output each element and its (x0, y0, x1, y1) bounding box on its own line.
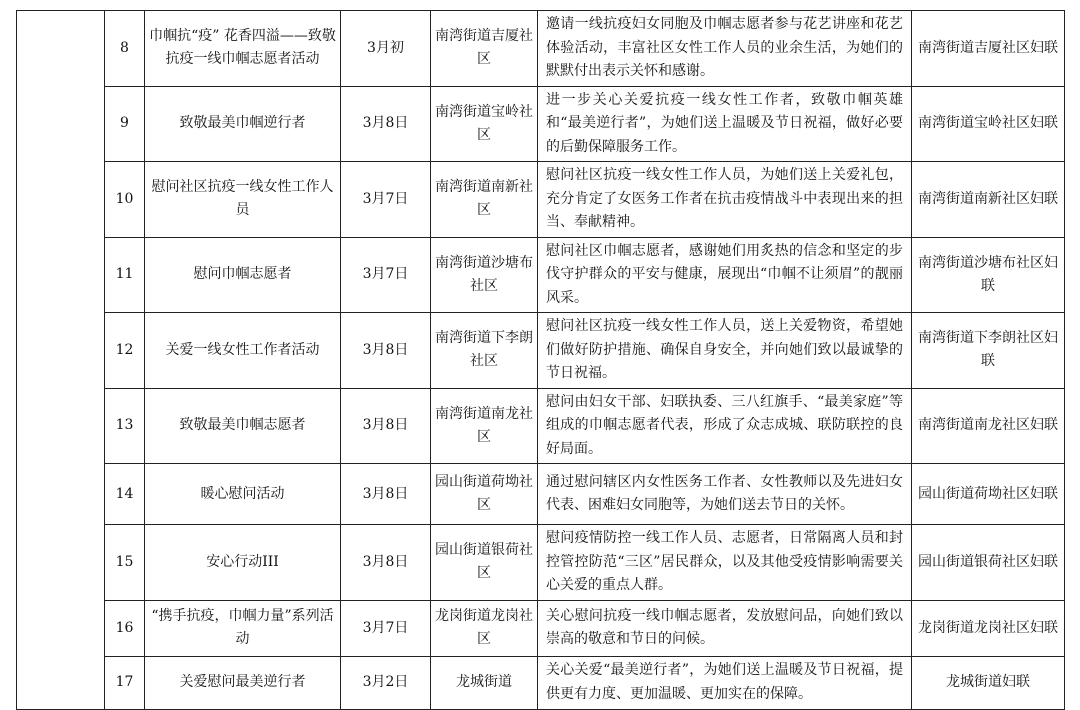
activity-date: 3月8日 (341, 464, 431, 525)
activity-organizer: 南湾街道南龙社区妇联 (912, 388, 1065, 464)
activity-content: 慰问社区巾帼志愿者，感谢她们用炙热的信念和坚定的步伐守护群众的平安与健康，展现出“巾帼不让须眉”的靓丽风采。 (538, 237, 912, 313)
row-number: 17 (105, 656, 145, 709)
row-number: 14 (105, 464, 145, 525)
table-row (17, 162, 1065, 238)
activity-name: 安心行动III (145, 525, 341, 601)
activity-content: 进一步关心关爱抗疫一线女性工作者，致敬巾帼英雄和“最美逆行者”，为她们送上温暖及节日祝福，做好必要的后勤保障服务工作。 (538, 86, 912, 162)
activity-organizer: 南湾街道下李朗社区妇联 (912, 313, 1065, 389)
table-row (17, 11, 1065, 87)
activity-date: 3月7日 (341, 600, 431, 656)
activity-organizer: 园山街道银荷社区妇联 (912, 525, 1065, 601)
table-row (17, 86, 1065, 162)
activity-name: 慰问社区抗疫一线女性工作人员 (145, 162, 341, 238)
row-number: 11 (105, 237, 145, 313)
activity-location: 园山街道银荷社区 (431, 525, 538, 601)
activity-location: 南湾街道沙塘布社区 (431, 237, 538, 313)
activity-organizer: 龙岗街道龙岗社区妇联 (912, 600, 1065, 656)
activity-location: 龙岗街道龙岗社区 (431, 600, 538, 656)
activity-content: 邀请一线抗疫妇女同胞及巾帼志愿者参与花艺讲座和花艺体验活动，丰富社区女性工作人员的业余生活，为她们的默默付出表示关怀和感谢。 (538, 11, 912, 87)
row-number: 13 (105, 388, 145, 464)
table-body (17, 11, 1065, 710)
activity-content: 慰问社区抗疫一线女性工作人员，送上关爱物资，希望她们做好防护措施、确保自身安全，并向她们致以最诚挚的节日祝福。 (538, 313, 912, 389)
activity-name: 慰问巾帼志愿者 (145, 237, 341, 313)
table-row (17, 237, 1065, 313)
activity-name: 致敬最美巾帼逆行者 (145, 86, 341, 162)
activity-date: 3月初 (341, 11, 431, 87)
activity-name: 关爱慰问最美逆行者 (145, 656, 341, 709)
activity-location: 南湾街道宝岭社区 (431, 86, 538, 162)
row-number: 9 (105, 86, 145, 162)
activity-organizer: 南湾街道沙塘布社区妇联 (912, 237, 1065, 313)
activity-organizer: 南湾街道吉厦社区妇联 (912, 11, 1065, 87)
activity-location: 南湾街道南新社区 (431, 162, 538, 238)
activity-content: 通过慰问辖区内女性医务工作者、女性教师以及先进妇女代表、困难妇女同胞等，为她们送去节日的关怀。 (538, 464, 912, 525)
activity-name: 巾帼抗“疫” 花香四溢——致敬抗疫一线巾帼志愿者活动 (145, 11, 341, 87)
activity-name: 致敬最美巾帼志愿者 (145, 388, 341, 464)
row-number: 16 (105, 600, 145, 656)
row-number: 10 (105, 162, 145, 238)
row-number: 8 (105, 11, 145, 87)
activity-location: 园山街道荷坳社区 (431, 464, 538, 525)
activity-location: 南湾街道下李朗社区 (431, 313, 538, 389)
activity-name: 暖心慰问活动 (145, 464, 341, 525)
merged-category-cell (17, 11, 105, 710)
activity-location: 南湾街道吉厦社区 (431, 11, 538, 87)
activity-location: 龙城街道 (431, 656, 538, 709)
activity-date: 3月8日 (341, 86, 431, 162)
activity-content: 慰问社区抗疫一线女性工作人员，为她们送上关爱礼包，充分肯定了女医务工作者在抗击疫情战斗中表现出来的担当、奉献精神。 (538, 162, 912, 238)
table-row (17, 600, 1065, 656)
row-number: 12 (105, 313, 145, 389)
row-number: 15 (105, 525, 145, 601)
table-row (17, 525, 1065, 601)
activity-organizer: 园山街道荷坳社区妇联 (912, 464, 1065, 525)
events-table (16, 10, 1065, 710)
activity-date: 3月8日 (341, 525, 431, 601)
activity-name: 关爱一线女性工作者活动 (145, 313, 341, 389)
activity-date: 3月8日 (341, 388, 431, 464)
activity-content: 关心慰问抗疫一线巾帼志愿者，发放慰问品，向她们致以崇高的敬意和节日的问候。 (538, 600, 912, 656)
activity-organizer: 龙城街道妇联 (912, 656, 1065, 709)
activity-date: 3月7日 (341, 162, 431, 238)
table-row (17, 464, 1065, 525)
activity-location: 南湾街道南龙社区 (431, 388, 538, 464)
activity-organizer: 南湾街道宝岭社区妇联 (912, 86, 1065, 162)
activity-date: 3月2日 (341, 656, 431, 709)
activity-content: 关心关爱“最美逆行者”，为她们送上温暖及节日祝福，提供更有力度、更加温暖、更加实在的保障。 (538, 656, 912, 709)
table-row (17, 313, 1065, 389)
activity-date: 3月8日 (341, 313, 431, 389)
activity-content: 慰问由妇女干部、妇联执委、三八红旗手、“最美家庭”等组成的巾帼志愿者代表，形成了众志成城、联防联控的良好局面。 (538, 388, 912, 464)
activity-name: “携手抗疫，巾帼力量”系列活动 (145, 600, 341, 656)
table-row (17, 388, 1065, 464)
activity-content: 慰问疫情防控一线工作人员、志愿者，日常隔离人员和封控管控防范“三区”居民群众，以及其他受疫情影响需要关心关爱的重点人群。 (538, 525, 912, 601)
activity-date: 3月7日 (341, 237, 431, 313)
table-row (17, 656, 1065, 709)
activity-organizer: 南湾街道南新社区妇联 (912, 162, 1065, 238)
